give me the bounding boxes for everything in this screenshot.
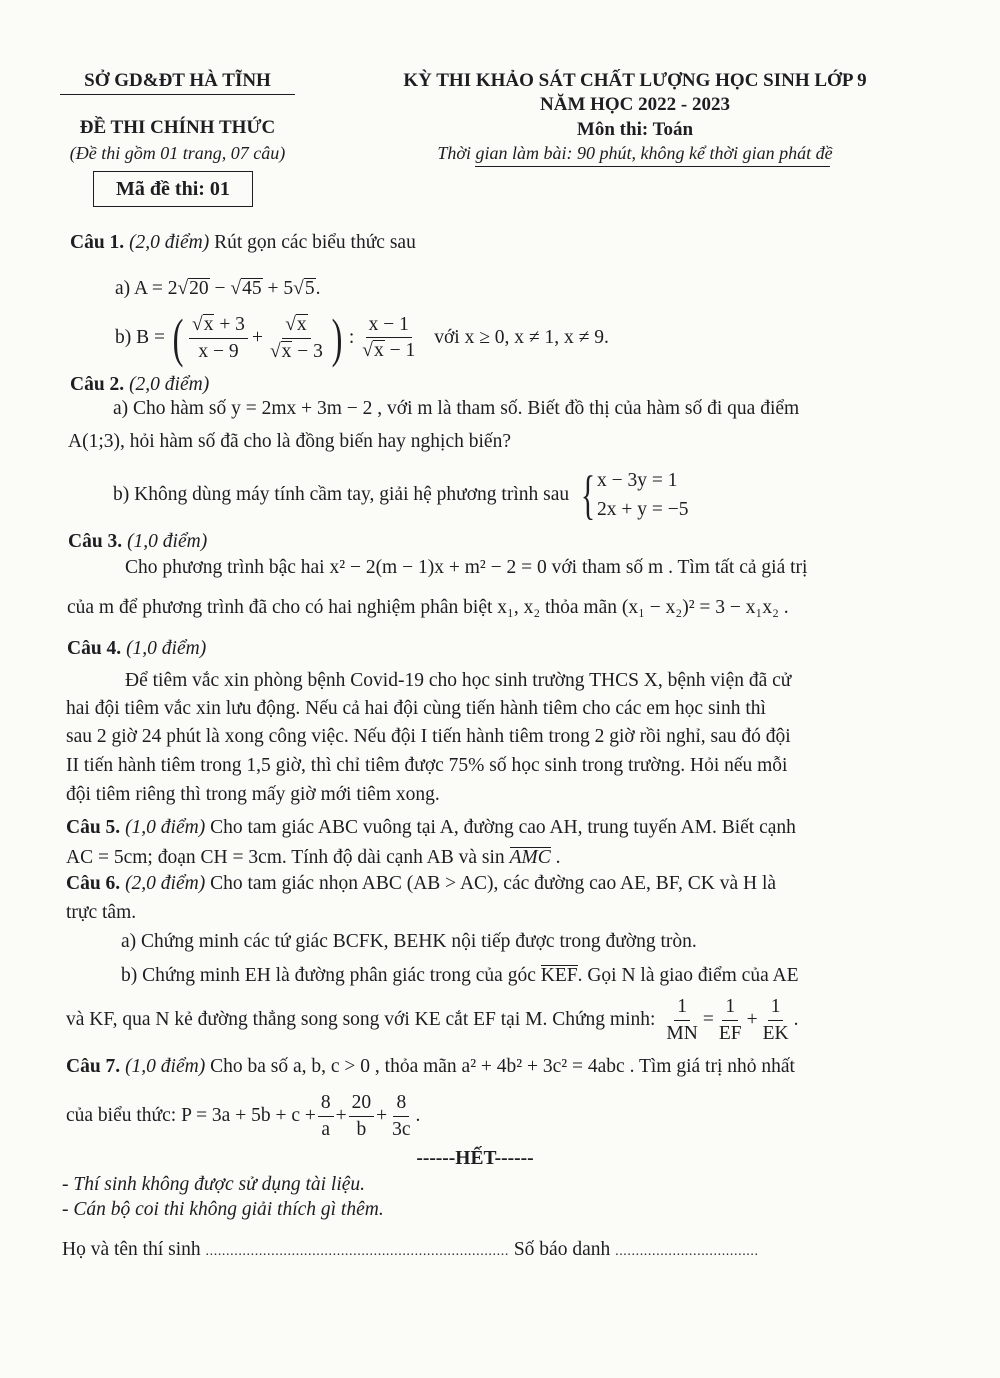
q6-text1: Cho tam giác nhọn ABC (AB > AC), các đường cao AE, BF, CK và H là bbox=[210, 873, 777, 894]
q4-heading bbox=[67, 638, 206, 660]
id-field[interactable]: ................................... bbox=[615, 1244, 759, 1259]
q6-c-text: và KF, qua N kẻ đường thẳng song song với KE cắt EF tại M. Chứng minh: bbox=[66, 1009, 656, 1030]
q4-line-4: II tiến hành tiêm trong 1,5 giờ, thì chỉ tiêm được 75% số học sinh trong trường. Hỏi nếu mỗi bbox=[66, 755, 788, 776]
q1a-prefix: a) A = 2 bbox=[115, 278, 178, 299]
q1a-root3: 5 bbox=[304, 278, 315, 299]
time-note: Thời gian làm bài: 90 phút, không kể thời gian phát đề bbox=[437, 143, 833, 163]
q1b-prefix: b) B = bbox=[115, 327, 165, 348]
q6-frac-ef bbox=[716, 996, 745, 1044]
q6-plus: + bbox=[746, 1009, 758, 1030]
q5-end: . bbox=[550, 847, 561, 868]
q1b-f3-den-root: x bbox=[374, 340, 384, 362]
q4-points: (1,0 điểm) bbox=[126, 638, 207, 659]
q6-line1 bbox=[66, 873, 776, 895]
note-1: - Thí sinh không được sử dụng tài liệu. bbox=[62, 1174, 366, 1195]
q7-frac3-den: 3c bbox=[392, 1118, 411, 1140]
official-label: ĐỀ THI CHÍNH THỨC bbox=[79, 117, 276, 138]
q6-frac-mn-den: MN bbox=[666, 1022, 698, 1044]
q1b-f1-num-root: x bbox=[203, 314, 214, 336]
q6-b-post: . Gọi N là giao điểm của AE bbox=[577, 965, 799, 986]
q2b-text: b) Không dùng máy tính cầm tay, giải hệ phương trình sau bbox=[113, 484, 570, 505]
q7-end: . bbox=[415, 1105, 421, 1126]
q6-label: Câu 6. bbox=[66, 873, 121, 894]
exam-code-box: Mã đề thi: 01 bbox=[93, 171, 253, 207]
q6-c bbox=[66, 994, 798, 1046]
q2-heading bbox=[70, 374, 209, 396]
q2b-eq1: x − 3y = 1 bbox=[597, 469, 678, 491]
q6-b bbox=[121, 965, 799, 987]
q2-b bbox=[113, 465, 689, 525]
q6-frac-ek bbox=[760, 996, 792, 1044]
q7-plus2: + bbox=[376, 1105, 388, 1126]
q2-a-line1: a) Cho hàm số y = 2mx + 3m − 2 , với m là tham số. Biết đồ thị của hàm số đi qua điểm bbox=[113, 398, 800, 419]
q2b-brace: { bbox=[580, 465, 596, 525]
q5-points: (1,0 điểm) bbox=[125, 817, 206, 838]
q6-frac-mn bbox=[663, 996, 700, 1044]
q1b-condition: với x ≥ 0, x ≠ 1, x ≠ 9. bbox=[434, 327, 609, 348]
note-2: - Cán bộ coi thi không giải thích gì thêm. bbox=[62, 1199, 384, 1220]
q6-points: (2,0 điểm) bbox=[125, 873, 206, 894]
q6-eq: = bbox=[702, 1009, 714, 1030]
q1a-root1: 20 bbox=[189, 278, 209, 299]
q5-line2 bbox=[66, 847, 560, 869]
q1a-plus: + 5 bbox=[262, 278, 294, 299]
q4-line-1: Để tiêm vắc xin phòng bệnh Covid-19 cho học sinh trường THCS X, bệnh viện đã cử bbox=[125, 670, 792, 691]
q4-label: Câu 4. bbox=[67, 638, 122, 659]
q1b-paren-open: ( bbox=[172, 308, 184, 368]
q7-frac3-num: 8 bbox=[393, 1092, 409, 1116]
q6-frac-ek-den: EK bbox=[762, 1022, 789, 1044]
q1-points: (2,0 điểm) bbox=[129, 232, 210, 253]
q1b-f1-num-tail: + 3 bbox=[214, 314, 245, 336]
q3-line1: Cho phương trình bậc hai x² − 2(m − 1)x + m² − 2 = 0 với tham số m . Tìm tất cả giá trị bbox=[125, 557, 808, 578]
q1a-root2: 45 bbox=[242, 278, 262, 299]
q6-frac-ek-num: 1 bbox=[768, 996, 784, 1020]
q1-b-expression bbox=[115, 308, 609, 368]
q6-frac-ef-num: 1 bbox=[722, 996, 738, 1020]
q7-plus1: + bbox=[335, 1105, 347, 1126]
q3-points: (1,0 điểm) bbox=[127, 531, 208, 552]
q1-heading bbox=[70, 232, 416, 254]
q5-text1: Cho tam giác ABC vuông tại A, đường cao AH, trung tuyến AM. Biết cạnh bbox=[210, 817, 796, 838]
time-note-underline bbox=[475, 166, 830, 167]
q7-text1: Cho ba số a, b, c > 0 , thỏa mãn a² + 4b² + 3c² = 4abc . Tìm giá trị nhỏ nhất bbox=[210, 1056, 795, 1077]
q1a-end: . bbox=[315, 278, 321, 299]
q1b-f2-num-root: x bbox=[296, 314, 307, 336]
q1a-minus: − bbox=[209, 278, 231, 299]
q6-frac-ef-den: EF bbox=[718, 1022, 742, 1044]
q6-angle: KEF bbox=[540, 965, 578, 986]
q7-line1 bbox=[66, 1056, 795, 1078]
q7-frac1 bbox=[318, 1092, 334, 1140]
q1b-paren-close: ) bbox=[331, 308, 343, 368]
pages-note: (Đề thi gồm 01 trang, 07 câu) bbox=[69, 143, 286, 163]
q1-text: Rút gọn các biểu thức sau bbox=[214, 232, 416, 253]
q5-angle: AMC bbox=[509, 847, 551, 868]
subject: Môn thi: Toán bbox=[576, 119, 694, 140]
q2-label: Câu 2. bbox=[70, 374, 125, 395]
q7-frac3 bbox=[389, 1092, 413, 1140]
q7-frac2-den: b bbox=[356, 1118, 367, 1140]
end-mark: ------HẾT------ bbox=[416, 1148, 534, 1169]
q6-a: a) Chứng minh các tứ giác BCFK, BEHK nội tiếp được trong đường tròn. bbox=[121, 931, 697, 952]
q2b-system bbox=[597, 466, 689, 525]
q7-text2: của biểu thức: P = 3a + 5b + c + bbox=[66, 1105, 316, 1126]
q1b-f1-den: x − 9 bbox=[198, 340, 239, 362]
q1b-colon: : bbox=[348, 327, 355, 348]
q7-frac1-num: 8 bbox=[318, 1092, 334, 1116]
q4-line-3: sau 2 giờ 24 phút là xong công việc. Nếu đội I tiến hành tiêm trong 2 giờ rồi nghỉ, sau đó đội bbox=[66, 726, 791, 747]
q2b-eq2: 2x + y = −5 bbox=[597, 499, 689, 520]
q7-line2 bbox=[66, 1090, 420, 1142]
q1b-frac2: $\frac{√x}{√x - 3}$ bbox=[269, 314, 323, 362]
name-field[interactable]: .......................................................................... bbox=[205, 1244, 509, 1259]
q3-heading bbox=[68, 531, 207, 553]
q4-line-5: đội tiêm riêng thì trong mấy giờ mới tiêm xong. bbox=[66, 784, 440, 805]
q7-frac2 bbox=[349, 1092, 375, 1140]
candidate-line bbox=[62, 1239, 759, 1261]
q6-line2: trực tâm. bbox=[66, 902, 137, 923]
q3-line2: của m để phương trình đã cho có hai nghiệm phân biệt x₁, x₂ thỏa mãn (x₁ − x₂)² = 3 − x₁x₂ . bbox=[67, 597, 789, 618]
q6-b-text: b) Chứng minh EH là đường phân giác trong của góc bbox=[121, 965, 541, 986]
q6-frac-mn-num: 1 bbox=[674, 996, 690, 1020]
q6-end: . bbox=[793, 1009, 799, 1030]
name-label: Họ và tên thí sinh bbox=[62, 1239, 201, 1260]
q7-points: (1,0 điểm) bbox=[125, 1056, 206, 1077]
id-label: Số báo danh bbox=[513, 1239, 611, 1260]
q1b-plus: + bbox=[251, 327, 263, 348]
q3-label: Câu 3. bbox=[68, 531, 123, 552]
q7-label: Câu 7. bbox=[66, 1056, 121, 1077]
q1b-frac1: $\frac{√x + 3}{x - 9}$ bbox=[189, 314, 248, 362]
q1b-f2-den-root: x bbox=[281, 340, 292, 362]
q1-label: Câu 1. bbox=[70, 232, 125, 253]
q1b-frac3: $\frac{x - 1}{√x - 1}$ bbox=[362, 314, 416, 362]
exam-title: KỲ THI KHẢO SÁT CHẤT LƯỢNG HỌC SINH LỚP 9 bbox=[403, 70, 867, 91]
department: SỞ GD&ĐT HÀ TĨNH bbox=[60, 70, 295, 95]
school-year: NĂM HỌC 2022 - 2023 bbox=[540, 94, 730, 115]
q2-points: (2,0 điểm) bbox=[129, 374, 210, 395]
q5-line1 bbox=[66, 817, 796, 839]
q1b-f3-num: x − 1 bbox=[366, 314, 412, 338]
q4-line-2: hai đội tiêm vắc xin lưu động. Nếu cả hai đội cùng tiến hành tiêm cho các em học sinh thì bbox=[66, 698, 766, 719]
q5-label: Câu 5. bbox=[66, 817, 121, 838]
q1-a-expression: a) A = 2√20 − √45 + 5√5. bbox=[115, 278, 321, 299]
q2-a-line2: A(1;3), hỏi hàm số đã cho là đồng biến hay nghịch biến? bbox=[68, 431, 511, 452]
q1b-f2-den-tail: − 3 bbox=[292, 340, 323, 362]
q7-frac1-den: a bbox=[321, 1118, 331, 1140]
q1b-f3-den-tail: − 1 bbox=[384, 340, 416, 362]
q7-frac2-num: 20 bbox=[349, 1092, 375, 1116]
q5-text2: AC = 5cm; đoạn CH = 3cm. Tính độ dài cạnh AB và sin bbox=[66, 847, 510, 868]
